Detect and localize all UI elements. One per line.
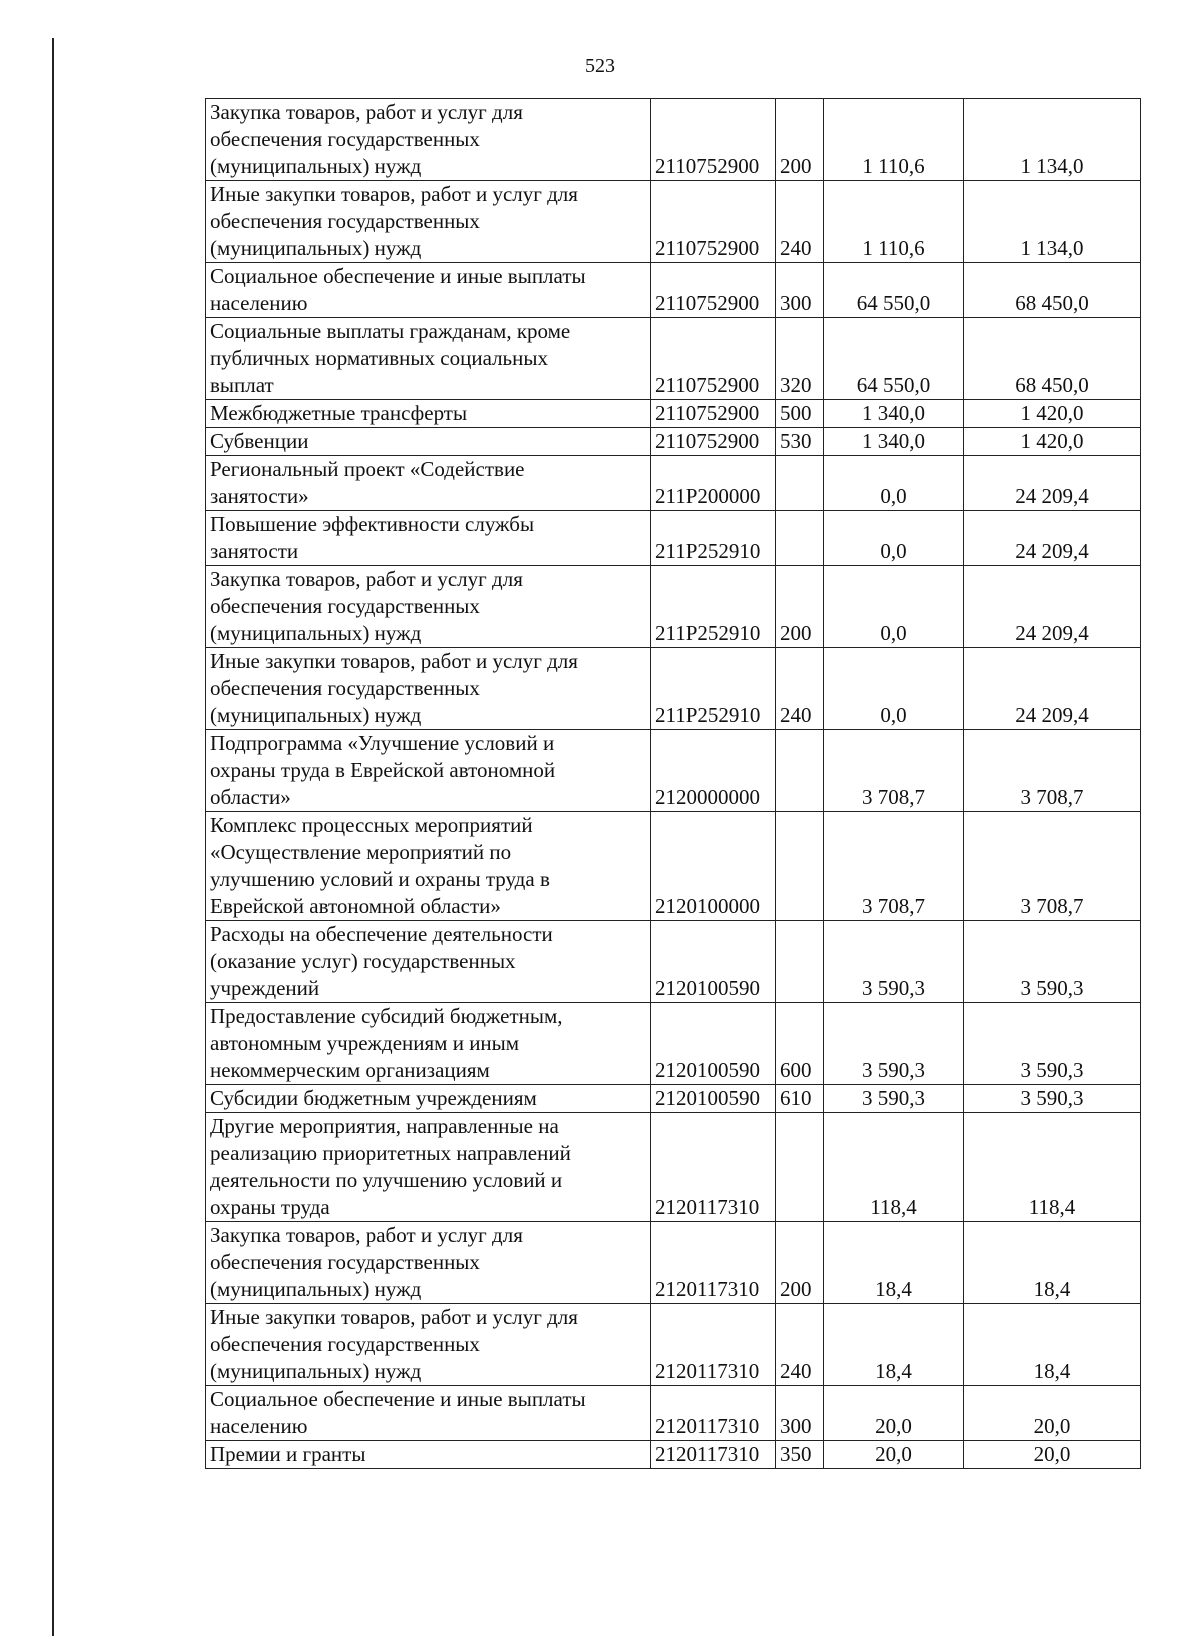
table-row [206,730,1141,812]
table-row [206,511,1141,566]
target-article-code-cell: 2120117310 [651,1113,776,1222]
table-row [206,1085,1141,1113]
expense-type-code-cell: 300 [776,1386,824,1441]
expense-type-code-cell: 240 [776,181,824,263]
amount-year2-cell: 1 134,0 [964,99,1141,181]
expense-name-cell: Предоставление субсидий бюджетным, автономным учреждениям и иным некоммерческим организациям [206,1003,651,1085]
target-article-code-cell: 2120117310 [651,1386,776,1441]
amount-year2-cell: 20,0 [964,1441,1141,1469]
target-article-code-cell: 2120100590 [651,921,776,1003]
expense-name-cell: Социальное обеспечение и иные выплаты населению [206,263,651,318]
target-article-code-cell: 2120117310 [651,1222,776,1304]
table-row [206,456,1141,511]
expense-name-cell: Другие мероприятия, направленные на реализацию приоритетных направлений деятельности по улучшению условий и охраны труда [206,1113,651,1222]
amount-year1-cell: 118,4 [824,1113,964,1222]
expense-name-cell: Повышение эффективности службы занятости [206,511,651,566]
target-article-code-cell: 2110752900 [651,318,776,400]
amount-year1-cell: 18,4 [824,1222,964,1304]
amount-year1-cell: 3 590,3 [824,1003,964,1085]
amount-year1-cell: 1 110,6 [824,181,964,263]
target-article-code-cell: 211P252910 [651,566,776,648]
table-row [206,428,1141,456]
amount-year2-cell: 1 134,0 [964,181,1141,263]
amount-year2-cell: 3 590,3 [964,1003,1141,1085]
amount-year2-cell: 3 708,7 [964,812,1141,921]
binding-margin-line [52,38,54,1636]
amount-year1-cell: 3 708,7 [824,730,964,812]
amount-year1-cell: 1 340,0 [824,400,964,428]
expense-type-code-cell: 200 [776,566,824,648]
expense-type-code-cell [776,511,824,566]
target-article-code-cell: 2110752900 [651,428,776,456]
amount-year1-cell: 0,0 [824,456,964,511]
expense-name-cell: Социальные выплаты гражданам, кроме публичных нормативных социальных выплат [206,318,651,400]
expense-name-cell: Межбюджетные трансферты [206,400,651,428]
amount-year2-cell: 1 420,0 [964,400,1141,428]
table-row [206,1113,1141,1222]
table-row [206,263,1141,318]
table-row [206,1304,1141,1386]
target-article-code-cell: 211P252910 [651,511,776,566]
table-row [206,812,1141,921]
expense-name-cell: Субвенции [206,428,651,456]
target-article-code-cell: 2120000000 [651,730,776,812]
amount-year2-cell: 118,4 [964,1113,1141,1222]
expense-type-code-cell [776,1113,824,1222]
target-article-code-cell: 2110752900 [651,181,776,263]
amount-year1-cell: 3 590,3 [824,1085,964,1113]
expense-name-cell: Подпрограмма «Улучшение условий и охраны труда в Еврейской автономной области» [206,730,651,812]
expense-type-code-cell: 500 [776,400,824,428]
amount-year2-cell: 68 450,0 [964,263,1141,318]
expense-type-code-cell: 240 [776,1304,824,1386]
table-row [206,1386,1141,1441]
amount-year1-cell: 18,4 [824,1304,964,1386]
table-row [206,181,1141,263]
amount-year2-cell: 24 209,4 [964,566,1141,648]
table-row [206,921,1141,1003]
amount-year1-cell: 3 590,3 [824,921,964,1003]
target-article-code-cell: 2120117310 [651,1441,776,1469]
table-row [206,1222,1141,1304]
target-article-code-cell: 2110752900 [651,400,776,428]
target-article-code-cell: 2120100000 [651,812,776,921]
expense-name-cell: Закупка товаров, работ и услуг для обеспечения государственных (муниципальных) нужд [206,566,651,648]
expense-name-cell: Региональный проект «Содействие занятости» [206,456,651,511]
expense-type-code-cell: 350 [776,1441,824,1469]
expense-name-cell: Комплекс процессных мероприятий «Осуществление мероприятий по улучшению условий и охраны труда в Еврейской автономной области» [206,812,651,921]
expense-type-code-cell [776,456,824,511]
expense-name-cell: Закупка товаров, работ и услуг для обеспечения государственных (муниципальных) нужд [206,1222,651,1304]
expense-type-code-cell: 300 [776,263,824,318]
target-article-code-cell: 2120117310 [651,1304,776,1386]
amount-year2-cell: 3 590,3 [964,921,1141,1003]
amount-year1-cell: 20,0 [824,1441,964,1469]
amount-year2-cell: 3 590,3 [964,1085,1141,1113]
amount-year1-cell: 1 340,0 [824,428,964,456]
amount-year2-cell: 18,4 [964,1304,1141,1386]
expense-type-code-cell: 600 [776,1003,824,1085]
expense-name-cell: Расходы на обеспечение деятельности (оказание услуг) государственных учреждений [206,921,651,1003]
table-row [206,1003,1141,1085]
target-article-code-cell: 211P252910 [651,648,776,730]
expense-type-code-cell [776,812,824,921]
amount-year2-cell: 20,0 [964,1386,1141,1441]
budget-table [205,98,1141,1469]
expense-name-cell: Премии и гранты [206,1441,651,1469]
amount-year1-cell: 64 550,0 [824,263,964,318]
amount-year2-cell: 24 209,4 [964,511,1141,566]
expense-name-cell: Иные закупки товаров, работ и услуг для обеспечения государственных (муниципальных) нужд [206,181,651,263]
expense-type-code-cell: 200 [776,1222,824,1304]
amount-year2-cell: 3 708,7 [964,730,1141,812]
table-row [206,400,1141,428]
table-row [206,648,1141,730]
table-row [206,1441,1141,1469]
expense-type-code-cell: 240 [776,648,824,730]
amount-year1-cell: 3 708,7 [824,812,964,921]
amount-year1-cell: 1 110,6 [824,99,964,181]
expense-type-code-cell: 200 [776,99,824,181]
amount-year2-cell: 18,4 [964,1222,1141,1304]
target-article-code-cell: 2120100590 [651,1085,776,1113]
expense-name-cell: Закупка товаров, работ и услуг для обеспечения государственных (муниципальных) нужд [206,99,651,181]
amount-year1-cell: 64 550,0 [824,318,964,400]
expense-type-code-cell [776,921,824,1003]
amount-year1-cell: 0,0 [824,648,964,730]
target-article-code-cell: 2110752900 [651,263,776,318]
expense-name-cell: Иные закупки товаров, работ и услуг для обеспечения государственных (муниципальных) нужд [206,1304,651,1386]
target-article-code-cell: 2110752900 [651,99,776,181]
expense-type-code-cell: 610 [776,1085,824,1113]
amount-year2-cell: 24 209,4 [964,456,1141,511]
table-row [206,318,1141,400]
amount-year2-cell: 1 420,0 [964,428,1141,456]
table-row [206,566,1141,648]
page-number: 523 [585,55,615,77]
expense-type-code-cell [776,730,824,812]
target-article-code-cell: 211P200000 [651,456,776,511]
expense-name-cell: Иные закупки товаров, работ и услуг для обеспечения государственных (муниципальных) нужд [206,648,651,730]
table-row [206,99,1141,181]
target-article-code-cell: 2120100590 [651,1003,776,1085]
expense-type-code-cell: 320 [776,318,824,400]
amount-year1-cell: 0,0 [824,566,964,648]
amount-year2-cell: 24 209,4 [964,648,1141,730]
expense-name-cell: Субсидии бюджетным учреждениям [206,1085,651,1113]
amount-year1-cell: 0,0 [824,511,964,566]
expense-name-cell: Социальное обеспечение и иные выплаты населению [206,1386,651,1441]
budget-table-body [206,99,1141,1469]
expense-type-code-cell: 530 [776,428,824,456]
amount-year2-cell: 68 450,0 [964,318,1141,400]
amount-year1-cell: 20,0 [824,1386,964,1441]
